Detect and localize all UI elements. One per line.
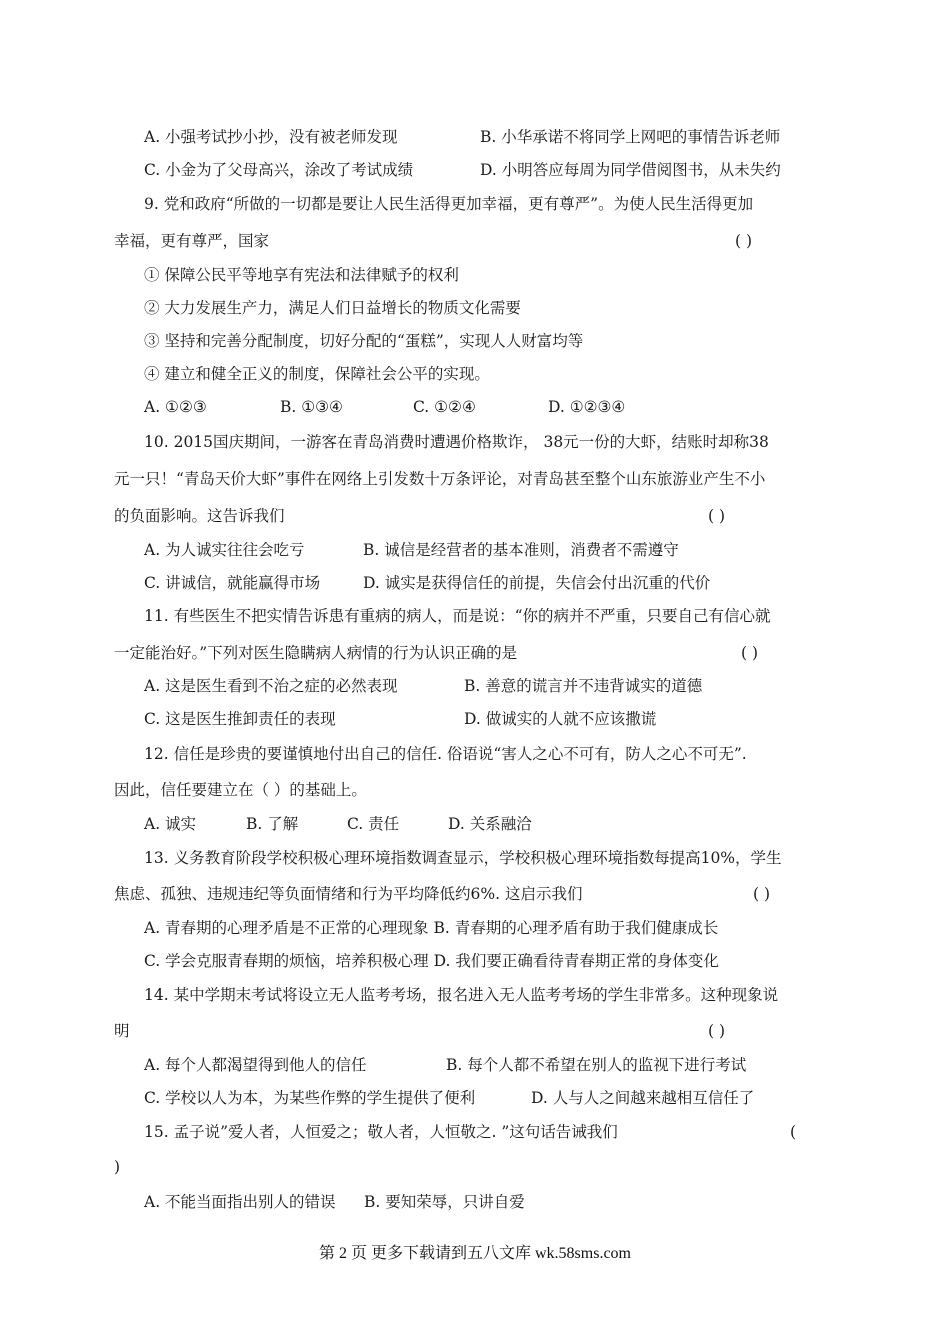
- q11-option-b: B. 善意的谎言并不违背诚实的道德: [464, 677, 703, 695]
- q9-option-d: D. ①②③④: [548, 398, 626, 416]
- q12-option-c: C. 责任: [347, 815, 400, 833]
- q9-option-c: C. ①②④: [413, 398, 476, 416]
- q11-option-a: A. 这是医生看到不治之症的必然表现: [144, 677, 398, 695]
- q9-option-a: A. ①②③: [144, 398, 207, 416]
- q11-option-d: D. 做诚实的人就不应该撒谎: [464, 710, 657, 728]
- q13-options-ab: A. 青春期的心理矛盾是不正常的心理现象 B. 青春期的心理矛盾有助于我们健康成长: [144, 919, 719, 937]
- q12-option-d: D. 关系融洽: [448, 815, 532, 833]
- q14-stem-line-2: 明: [114, 1022, 130, 1040]
- q11-stem-line-2: 一定能治好。”下列对医生隐瞒病人病情的行为认识正确的是: [114, 644, 518, 662]
- q8-option-d: D. 小明答应每周为同学借阅图书，从未失约: [480, 161, 781, 179]
- q14-answer-paren: ( ): [708, 1022, 726, 1040]
- page-footer: 第 2 页 更多下载请到五八文库 wk.58sms.com: [318, 1245, 631, 1262]
- q14-option-b: B. 每个人都不希望在别人的监视下进行考试: [446, 1056, 747, 1074]
- q9-item-3: ③ 坚持和完善分配制度，切好分配的“蛋糕”，实现人人财富均等: [144, 332, 584, 350]
- q14-option-c: C. 学校以人为本，为某些作弊的学生提供了便利: [144, 1089, 476, 1107]
- q12-option-b: B. 了解: [246, 815, 299, 833]
- q10-stem-line-3: 的负面影响。这告诉我们: [114, 507, 285, 525]
- q13-stem-line-1: 13. 义务教育阶段学校积极心理环境指数调查显示，学校积极心理环境指数每提高10%，学生: [144, 849, 782, 867]
- q9-item-1: ① 保障公民平等地享有宪法和法律赋予的权利: [144, 266, 459, 284]
- q9-item-4: ④ 建立和健全正义的制度，保障社会公平的实现。: [144, 365, 490, 383]
- q12-option-a: A. 诚实: [144, 815, 197, 833]
- q12-stem-line-1: 12. 信任是珍贵的要谨慎地付出自己的信任. 俗语说“害人之心不可有，防人之心不可无”.: [144, 745, 747, 763]
- q8-option-a: A. 小强考试抄小抄，没有被老师发现: [144, 128, 398, 146]
- q10-option-c: C. 讲诚信，就能赢得市场: [144, 574, 321, 592]
- q11-answer-paren: ( ): [741, 644, 759, 662]
- q9-option-b: B. ①③④: [280, 398, 343, 416]
- q9-answer-paren: ( ): [735, 232, 753, 250]
- q10-stem-line-2: 元一只！“青岛天价大虾”事件在网络上引发数十万条评论，对青岛甚至整个山东旅游业产生不小: [114, 470, 766, 488]
- q15-option-a: A. 不能当面指出别人的错误: [144, 1193, 336, 1211]
- q15-answer-paren-close: ): [114, 1158, 121, 1176]
- q13-answer-paren: ( ): [753, 885, 771, 903]
- q12-stem-line-2: 因此，信任要建立在（ ）的基础上。: [114, 781, 367, 799]
- q10-answer-paren: ( ): [708, 507, 726, 525]
- q9-item-2: ② 大力发展生产力，满足人们日益增长的物质文化需要: [144, 299, 521, 317]
- q14-option-d: D. 人与人之间越来越相互信任了: [531, 1089, 755, 1107]
- q15-answer-paren-open: (: [790, 1123, 797, 1141]
- q15-option-b: B. 要知荣辱，只讲自爱: [364, 1193, 525, 1211]
- q10-option-b: B. 诚信是经营者的基本准则，消费者不需遵守: [363, 541, 679, 559]
- q14-stem-line-1: 14. 某中学期末考试将设立无人监考考场，报名进入无人监考考场的学生非常多。这种现象说: [144, 986, 779, 1004]
- q9-stem-line-1: 9. 党和政府“所做的一切都是要让人民生活得更加幸福，更有尊严”。为使人民生活得更加: [144, 195, 754, 213]
- q8-option-c: C. 小金为了父母高兴，涂改了考试成绩: [144, 161, 414, 179]
- q13-options-cd: C. 学会克服青春期的烦恼，培养积极心理 D. 我们要正确看待青春期正常的身体变化: [144, 952, 719, 970]
- q10-option-a: A. 为人诚实往往会吃亏: [144, 541, 305, 559]
- q10-stem-line-1: 10. 2015国庆期间，一游客在青岛消费时遭遇价格欺诈， 38元一份的大虾，结账时却称38: [144, 433, 769, 451]
- q11-option-c: C. 这是医生推卸责任的表现: [144, 710, 336, 728]
- q13-stem-line-2: 焦虑、孤独、违规违纪等负面情绪和行为平均降低约6%. 这启示我们: [114, 885, 583, 903]
- q10-option-d: D. 诚实是获得信任的前提，失信会付出沉重的代价: [363, 574, 711, 592]
- q11-stem-line-1: 11. 有些医生不把实情告诉患有重病的病人，而是说：“你的病并不严重，只要自己有信心就: [144, 607, 771, 625]
- q15-stem-line-1: 15. 孟子说”爱人者，人恒爱之；敬人者，人恒敬之. ”这句话告诫我们: [144, 1123, 618, 1141]
- q8-option-b: B. 小华承诺不将同学上网吧的事情告诉老师: [480, 128, 781, 146]
- q9-stem-line-2: 幸福，更有尊严，国家: [114, 232, 270, 250]
- q14-option-a: A. 每个人都渴望得到他人的信任: [144, 1056, 367, 1074]
